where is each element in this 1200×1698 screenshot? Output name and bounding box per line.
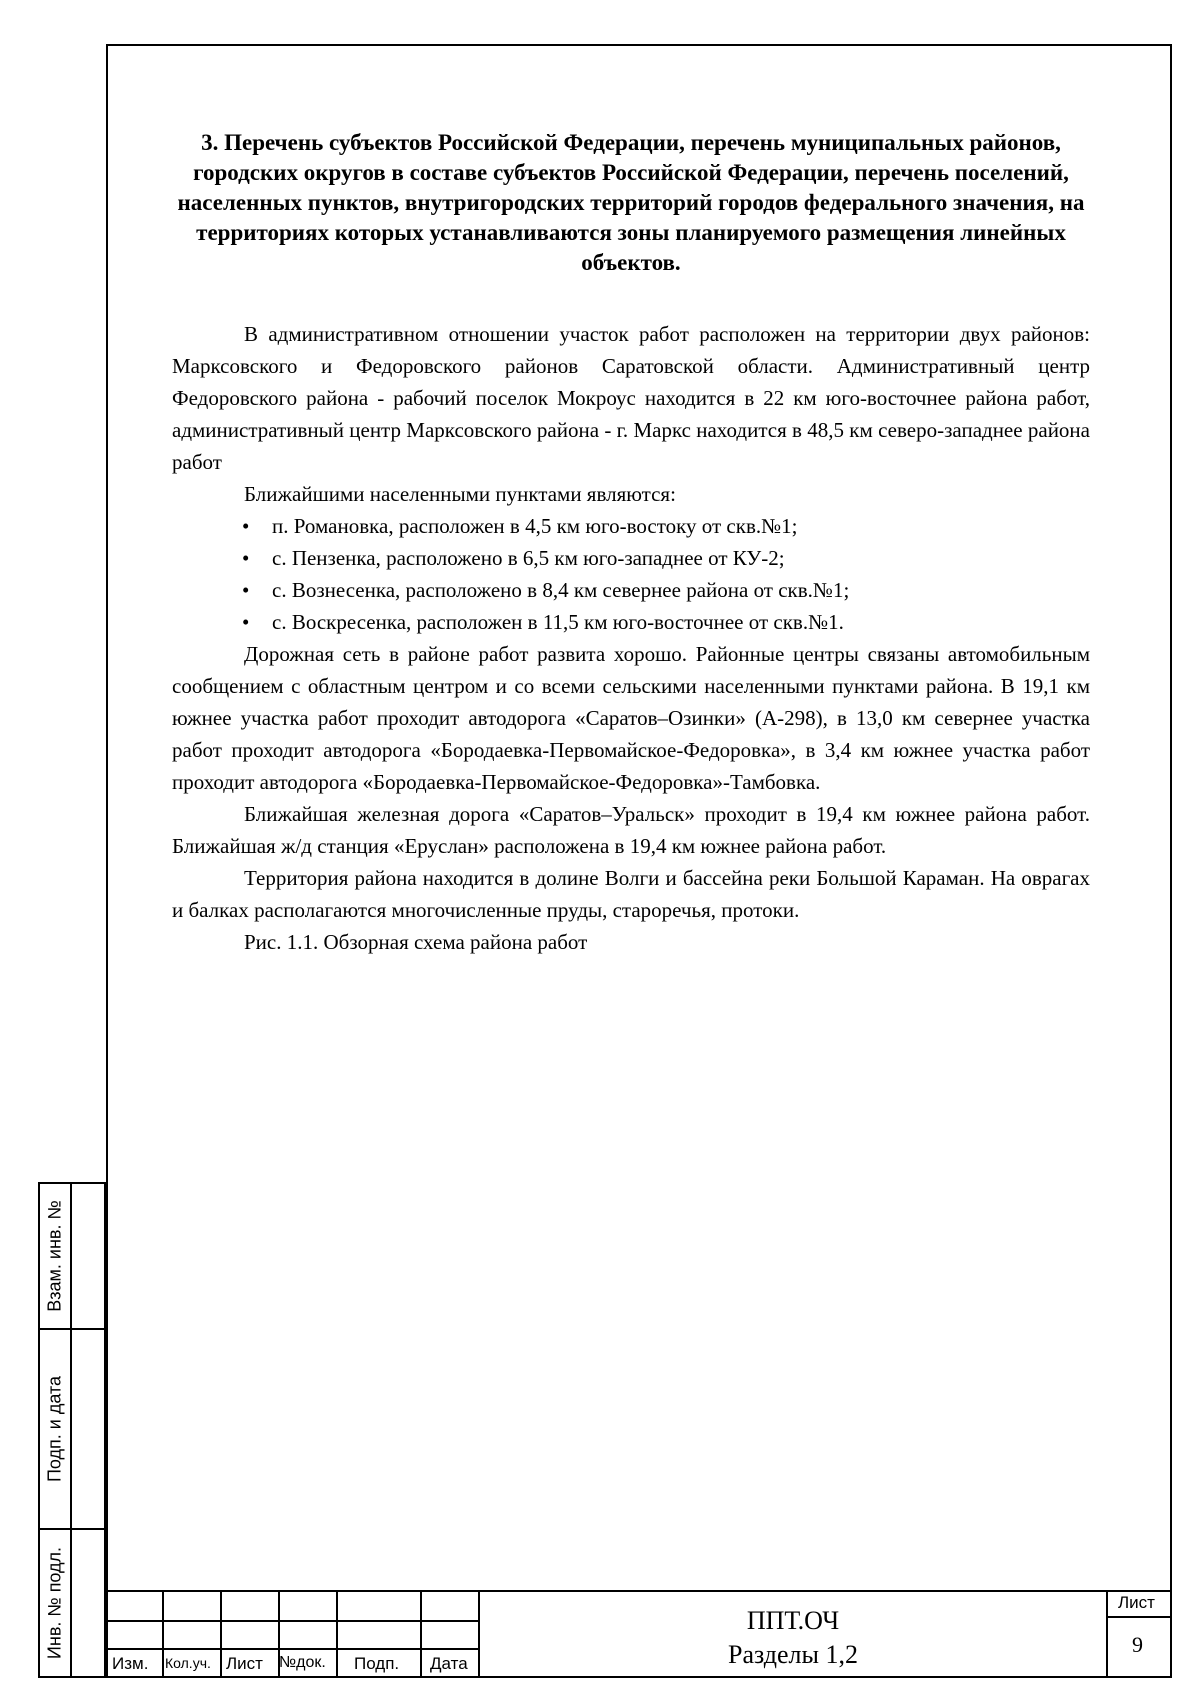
paragraph-location: В административном отношении участок работ расположен на территории двух районов: Марксовского и Федоровского районов Саратовской области. Административный центр Федоровского района - рабочий поселок Мокроус находится в 22 км юго-восточнее района работ, административный центр Марксовского района - г. Маркс находится в 48,5 км северо-западнее района работ	[172, 322, 1090, 474]
title-block	[106, 1590, 1172, 1678]
side-stamp-inv	[38, 1528, 106, 1678]
col-data: Дата	[430, 1654, 468, 1673]
paragraph-territory: Территория района находится в долине Волги и бассейна реки Большой Караман. На оврагах и балках располагаются многочисленные пруды, староречья, протоки.	[172, 866, 1090, 922]
sheet-number: 9	[1132, 1632, 1143, 1657]
paragraph-settlements-intro: Ближайшими населенными пунктами являются:	[244, 482, 676, 506]
side-stamp-podp	[38, 1328, 106, 1530]
paragraph-railway: Ближайшая железная дорога «Саратов–Уральск» проходит в 19,4 км южнее района работ. Ближайшая ж/д станция «Еруслан» расположена в 19,4 км южнее района работ.	[172, 802, 1090, 858]
document-code: ППТ.ОЧ	[746, 1606, 840, 1635]
side-stamp-podp-label: Подп. и дата	[44, 1375, 65, 1483]
bullet-icon: •	[242, 610, 250, 634]
col-ndok: №док.	[279, 1654, 326, 1671]
list-item: • п. Романовка, расположен в 4,5 км юго-востоку от скв.№1;	[242, 510, 1090, 542]
col-podp: Подп.	[354, 1654, 400, 1673]
bullet-icon: •	[242, 514, 250, 538]
paragraph-roads: Дорожная сеть в районе работ развита хорошо. Районные центры связаны автомобильным сообщением с областным центром и со всеми сельскими населенными пунктами района. В 19,1 км южнее участка работ проходит автодорога «Саратов–Озинки» (А-298), в 13,0 км севернее участка работ проходит автодорога «Бородаевка-Первомайское-Федоровка», в 3,4 км южнее участка работ проходит автодорога «Бородаевка-Первомайское-Федоровка»-Тамбовка.	[172, 642, 1090, 794]
list-item: • с. Пензенка, расположено в 6,5 км юго-западнее от КУ-2;	[242, 542, 1090, 574]
side-stamp-vzam	[38, 1182, 106, 1330]
side-stamp-vzam-label: Взам. инв. №	[44, 1200, 65, 1312]
section-heading: 3. Перечень субъектов Российской Федерации, перечень муниципальных районов, городских округов в составе субъектов Российской Федерации, перечень поселений, населенных пунктов, внутригородских территорий городов федерального значения, на территориях которых устанавливаются зоны планируемого размещения линейных объектов.	[177, 130, 1085, 275]
list-item: • с. Воскресенка, расположен в 11,5 км юго-восточнее от скв.№1.	[242, 606, 1090, 638]
list-item: • с. Вознесенка, расположено в 8,4 км севернее района от скв.№1;	[242, 574, 1090, 606]
document-sections: Разделы 1,2	[727, 1640, 858, 1669]
document-body	[172, 128, 1090, 958]
col-list: Лист	[226, 1654, 263, 1673]
bullet-icon: •	[242, 546, 250, 570]
side-stamp-inv-label: Инв. № подл.	[44, 1546, 65, 1660]
bullet-icon: •	[242, 578, 250, 602]
figure-caption: Рис. 1.1. Обзорная схема района работ	[244, 930, 588, 954]
col-kol-uch: Кол.уч.	[165, 1655, 211, 1671]
sheet-label: Лист	[1118, 1593, 1155, 1612]
settlements-list	[172, 510, 1090, 638]
col-izm: Изм.	[112, 1654, 149, 1673]
